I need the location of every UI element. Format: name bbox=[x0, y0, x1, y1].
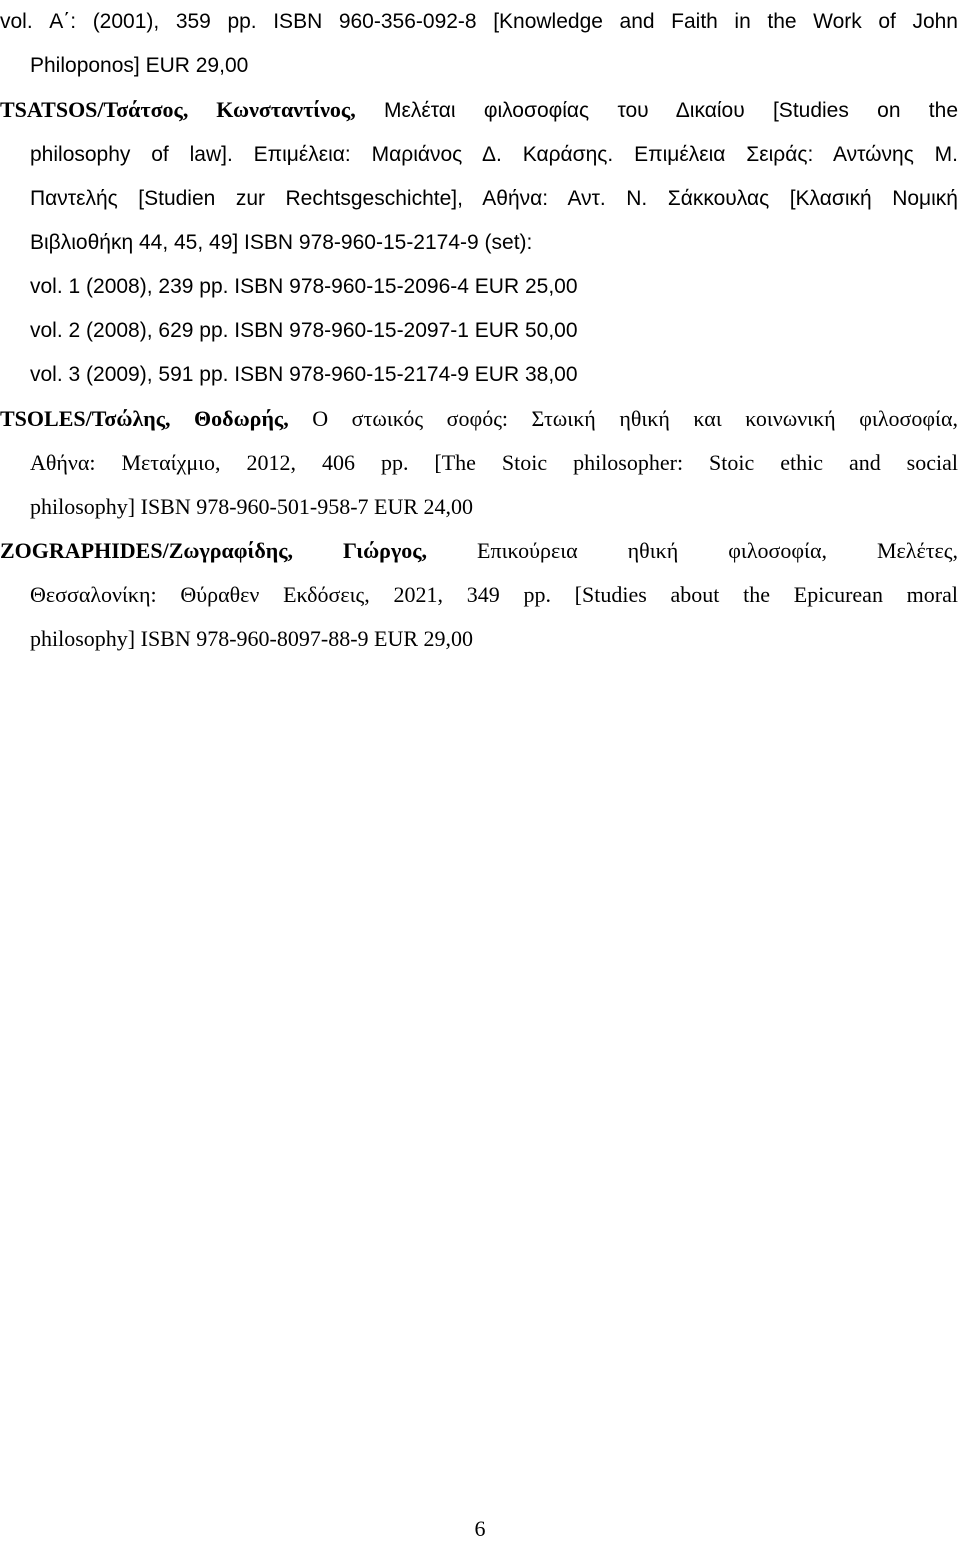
entry-title: Μελέται φιλοσοφίας του Δικαίου [Studies on the bbox=[384, 99, 958, 122]
entry-first-line bbox=[0, 397, 958, 441]
entry-text-line: Βιβλιοθήκη 44, 45, 49] ISBN 978-960-15-2174-9 (set): bbox=[30, 231, 533, 254]
entry-title: Ο στωικός σοφός: Στωική ηθική και κοινωνική φιλοσοφία, bbox=[312, 406, 958, 431]
entry-first-line bbox=[0, 529, 958, 573]
entry-text-line: Παντελής [Studien zur Rechtsgeschichte], Αθήνα: Αντ. Ν. Σάκκουλας [Κλασική Νομική bbox=[30, 187, 958, 210]
bibliography-entry-tsatsos bbox=[0, 88, 958, 397]
bibliography-entry-zographides bbox=[0, 529, 958, 661]
entry-volume-line: vol. 2 (2008), 629 pp. ISBN 978-960-15-2097-1 EUR 50,00 bbox=[30, 319, 578, 342]
entry-author: TSATSOS/Τσάτσος, Κωνσταντίνος, bbox=[0, 97, 356, 122]
entry-author: ZOGRAPHIDES/Ζωγραφίδης, Γιώργος, bbox=[0, 538, 428, 563]
entry-text-line: Θεσσαλονίκη: Θύραθεν Εκδόσεις, 2021, 349 pp. [Studies about the Epicurean moral bbox=[30, 582, 958, 607]
entry-volume-line: vol. 1 (2008), 239 pp. ISBN 978-960-15-2096-4 EUR 25,00 bbox=[30, 275, 578, 298]
entry-text-line: philosophy of law]. Επιμέλεια: Μαριάνος Δ. Καράσης. Επιμέλεια Σειράς: Αντώνης Μ. bbox=[30, 143, 958, 166]
entry-text-line: philosophy] ISBN 978-960-8097-88-9 EUR 29,00 bbox=[30, 626, 474, 651]
entry-text-line: philosophy] ISBN 978-960-501-958-7 EUR 24,00 bbox=[30, 494, 474, 519]
entry-first-line bbox=[0, 88, 958, 133]
entry-author: TSOLES/Τσώλης, Θοδωρής, bbox=[0, 406, 289, 431]
entry-title: Επικούρεια ηθική φιλοσοφία, Μελέτες, bbox=[477, 538, 958, 563]
entry-text-line: Philoponos] EUR 29,00 bbox=[30, 54, 249, 77]
bibliography-entry-philoponos-continued bbox=[0, 0, 958, 88]
entry-text-line: vol. Α΄: (2001), 359 pp. ISBN 960-356-092-8 [Knowledge and Faith in the Work of John bbox=[0, 10, 958, 33]
entry-volume-line: vol. 3 (2009), 591 pp. ISBN 978-960-15-2174-9 EUR 38,00 bbox=[30, 363, 578, 386]
bibliography-entry-tsoles bbox=[0, 397, 958, 529]
page-number: 6 bbox=[474, 1516, 486, 1541]
bibliography-list bbox=[0, 0, 958, 661]
entry-text-line: Αθήνα: Μεταίχμιο, 2012, 406 pp. [The Stoic philosopher: Stoic ethic and social bbox=[30, 450, 958, 475]
